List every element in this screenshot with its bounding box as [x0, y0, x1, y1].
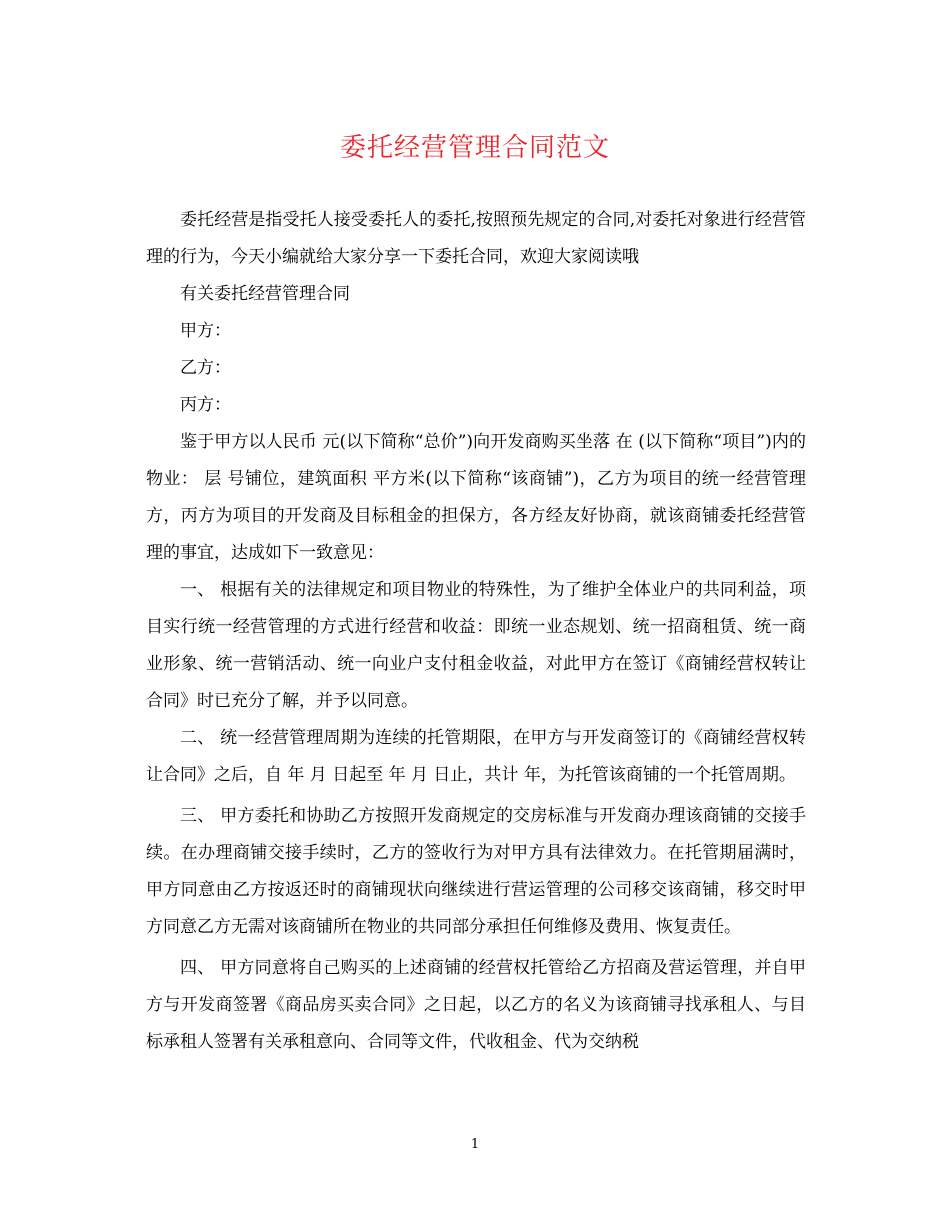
party-b-line: 乙方：: [180, 358, 231, 378]
document-title: 委托经营管理合同范文: [339, 133, 610, 163]
party-c-line: 丙方：: [180, 395, 231, 415]
intro-paragraph: 委托经营是指受托人接受委托人的委托,按照预先规定的合同,对委托对象进行经营管理的行为，今天小编就给大家分享一下委托合同，欢迎大家阅读哦: [146, 210, 806, 267]
contract-heading: 有关委托经营管理合同: [180, 284, 350, 304]
preamble-paragraph: 鉴于甲方以人民币 元(以下简称“总价”)向开发商购买坐落 在 (以下简称“项目”)内的物业： 层 号铺位，建筑面积 平方米(以下简称“该商铺”)，乙方为项目的统一经营管理方，丙方为项目的开发商及目标租金的担保方，各方经友好协商，就该商铺委托经营管理的事宜，达成如下一致意见：: [146, 432, 806, 563]
party-a-line: 甲方：: [180, 321, 231, 341]
clause-2-paragraph: 二、 统一经营管理周期为连续的托管期限，在甲方与开发商签订的《商铺经营权转让合同》之后，自 年 月 日起至 年 月 日止，共计 年，为托管该商铺的一个托管周期。: [146, 728, 806, 785]
document-body: [146, 202, 806, 1061]
clause-1-paragraph: 一、 根据有关的法律规定和项目物业的特殊性，为了维护全体业户的共同利益，项目实行统一经营管理的方式进行经营和收益：即统一业态规划、统一招商租赁、统一商业形象、统一营销活动、统一向业户支付租金收益，对此甲方在签订《商铺经营权转让合同》时已充分了解，并予以同意。: [146, 580, 806, 711]
clause-4-paragraph: 四、 甲方同意将自己购买的上述商铺的经营权托管给乙方招商及营运管理，并自甲方与开发商签署《商品房买卖合同》之日起，以乙方的名义为该商铺寻找承租人、与目标承租人签署有关承租意向、合同等文件，代收租金、代为交纳税: [146, 958, 806, 1052]
page-number: 1: [470, 1137, 480, 1152]
clause-3-paragraph: 三、 甲方委托和协助乙方按照开发商规定的交房标准与开发商办理该商铺的交接手续。在办理商铺交接手续时，乙方的签收行为对甲方具有法律效力。在托管期届满时，甲方同意由乙方按返还时的商铺现状向继续进行营运管理的公司移交该商铺，移交时甲方同意乙方无需对该商铺所在物业的共同部分承担任何维修及费用、恢复责任。: [146, 806, 806, 937]
